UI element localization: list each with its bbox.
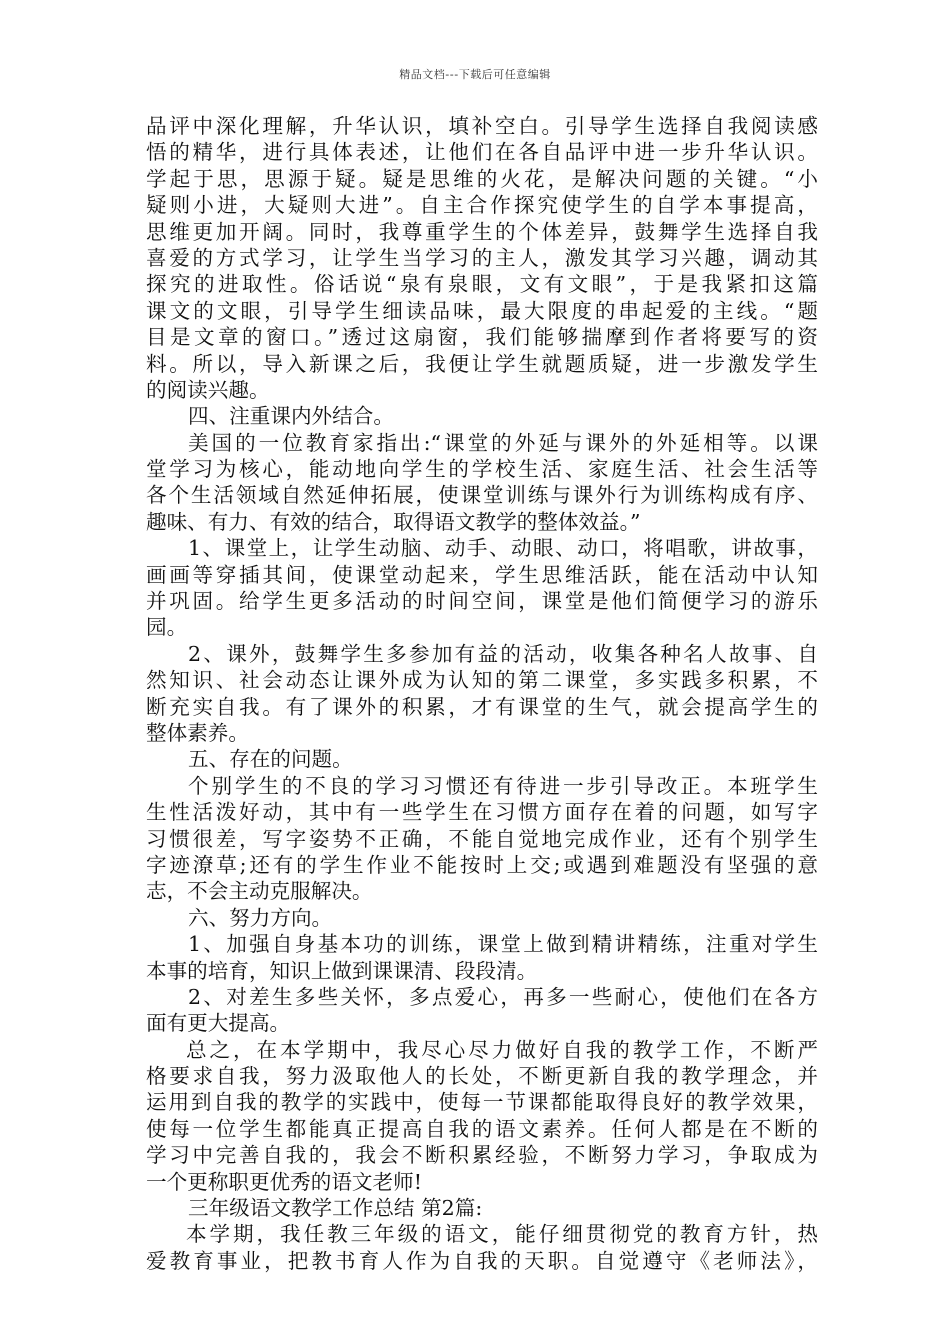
text-line: 爱教育事业，把教书育人作为自我的天职。自觉遵守《老师法》， bbox=[146, 1248, 818, 1273]
text-line: 六、努力方向。 bbox=[188, 905, 333, 930]
text-line: 面有更大提高。 bbox=[146, 1011, 291, 1036]
text-line: 学起于思，思源于疑。疑是思维的火花，是解决问题的关键。“小 bbox=[146, 166, 818, 191]
text-line: 喜爱的方式学习，让学生当学习的主人，激发其学习兴趣，调动其 bbox=[146, 245, 818, 270]
text-line: 运用到自我的教学的实践中，使每一节课都能取得良好的教学效果， bbox=[146, 1090, 818, 1115]
text-line: 本学期，我任教三年级的语文，能仔细贯彻党的教育方针，热 bbox=[186, 1222, 818, 1247]
text-line: 并巩固。给学生更多活动的时间空间，课堂是他们简便学习的游乐 bbox=[146, 589, 818, 614]
text-line: 目是文章的窗口。”透过这扇窗，我们能够揣摩到作者将要写的资 bbox=[146, 325, 818, 350]
text-line: 园。 bbox=[146, 615, 188, 640]
text-line: 四、注重课内外结合。 bbox=[188, 404, 394, 429]
text-line: 画画等穿插其间，使课堂动起来，学生思维活跃，能在活动中认知 bbox=[146, 562, 818, 587]
text-line: 三年级语文教学工作总结 第2篇: bbox=[188, 1196, 483, 1221]
text-line: 2、课外，鼓舞学生多参加有益的活动，收集各种名人故事、自 bbox=[188, 641, 818, 666]
text-line: 疑则小进，大疑则大进”。自主合作探究使学生的自学本事提高， bbox=[146, 193, 818, 218]
text-line: 生性活泼好动，其中有一些学生在习惯方面存在着的问题，如写字 bbox=[146, 800, 818, 825]
text-line: 探究的进取性。俗话说“泉有泉眼，文有文眼”，于是我紧扣这篇 bbox=[146, 272, 818, 297]
text-line: 字迹潦草;还有的学生作业不能按时上交;或遇到难题没有坚强的意 bbox=[146, 852, 818, 877]
text-line: 2、对差生多些关怀，多点爱心，再多一些耐心，使他们在各方 bbox=[188, 984, 818, 1009]
text-line: 堂学习为核心，能动地向学生的学校生活、家庭生活、社会生活等 bbox=[146, 457, 818, 482]
text-line: 1、课堂上，让学生动脑、动手、动眼、动口，将唱歌，讲故事， bbox=[188, 536, 818, 561]
text-line: 课文的文眼，引导学生细读品味，最大限度的串起爱的主线。“题 bbox=[146, 298, 818, 323]
text-line: 本事的培育，知识上做到课课清、段段清。 bbox=[146, 958, 538, 983]
text-line: 然知识、社会动态让课外成为认知的第二课堂，多实践多积累，不 bbox=[146, 668, 818, 693]
text-line: 的阅读兴趣。 bbox=[146, 377, 270, 402]
text-line: 1、加强自身基本功的训练，课堂上做到精讲精练，注重对学生 bbox=[188, 932, 818, 957]
document-body bbox=[146, 113, 818, 1274]
text-line: 使每一位学生都能真正提高自我的语文素养。任何人都是在不断的 bbox=[146, 1116, 818, 1141]
text-line: 美国的一位教育家指出:“课堂的外延与课外的外延相等。以课 bbox=[188, 430, 818, 455]
text-line: 五、存在的问题。 bbox=[188, 747, 353, 772]
text-line: 总之，在本学期中，我尽心尽力做好自我的教学工作，不断严 bbox=[186, 1037, 818, 1062]
text-line: 悟的精华，进行具体表述，让他们在各自品评中进一步升华认识。 bbox=[146, 140, 818, 165]
text-line: 格要求自我，努力汲取他人的长处，不断更新自我的教学理念，并 bbox=[146, 1064, 818, 1089]
text-line: 志，不会主动克服解决。 bbox=[146, 879, 373, 904]
text-line: 料。所以，导入新课之后，我便让学生就题质疑，进一步激发学生 bbox=[146, 351, 818, 376]
text-line: 趣味、有力、有效的结合，取得语文教学的整体效益。” bbox=[146, 509, 641, 534]
text-line: 品评中深化理解，升华认识，填补空白。引导学生选择自我阅读感 bbox=[146, 114, 818, 138]
text-line: 各个生活领域自然延伸拓展，使课堂训练与课外行为训练构成有序、 bbox=[146, 483, 818, 508]
text-line: 整体素养。 bbox=[146, 720, 249, 745]
page-header: 精品文档---下载后可任意编辑 bbox=[399, 68, 551, 81]
text-line: 学习中完善自我的，我会不断积累经验，不断努力学习，争取成为 bbox=[146, 1143, 818, 1168]
text-line: 习惯很差，写字姿势不正确，不能自觉地完成作业，还有个别学生 bbox=[146, 826, 818, 851]
text-line: 断充实自我。有了课外的积累，才有课堂的生气，就会提高学生的 bbox=[146, 694, 818, 719]
text-line: 思维更加开阔。同时，我尊重学生的个体差异，鼓舞学生选择自我 bbox=[146, 219, 818, 244]
text-line: 一个更称职更优秀的语文老师! bbox=[146, 1169, 422, 1194]
text-line: 个别学生的不良的学习习惯还有待进一步引导改正。本班学生 bbox=[188, 773, 818, 798]
